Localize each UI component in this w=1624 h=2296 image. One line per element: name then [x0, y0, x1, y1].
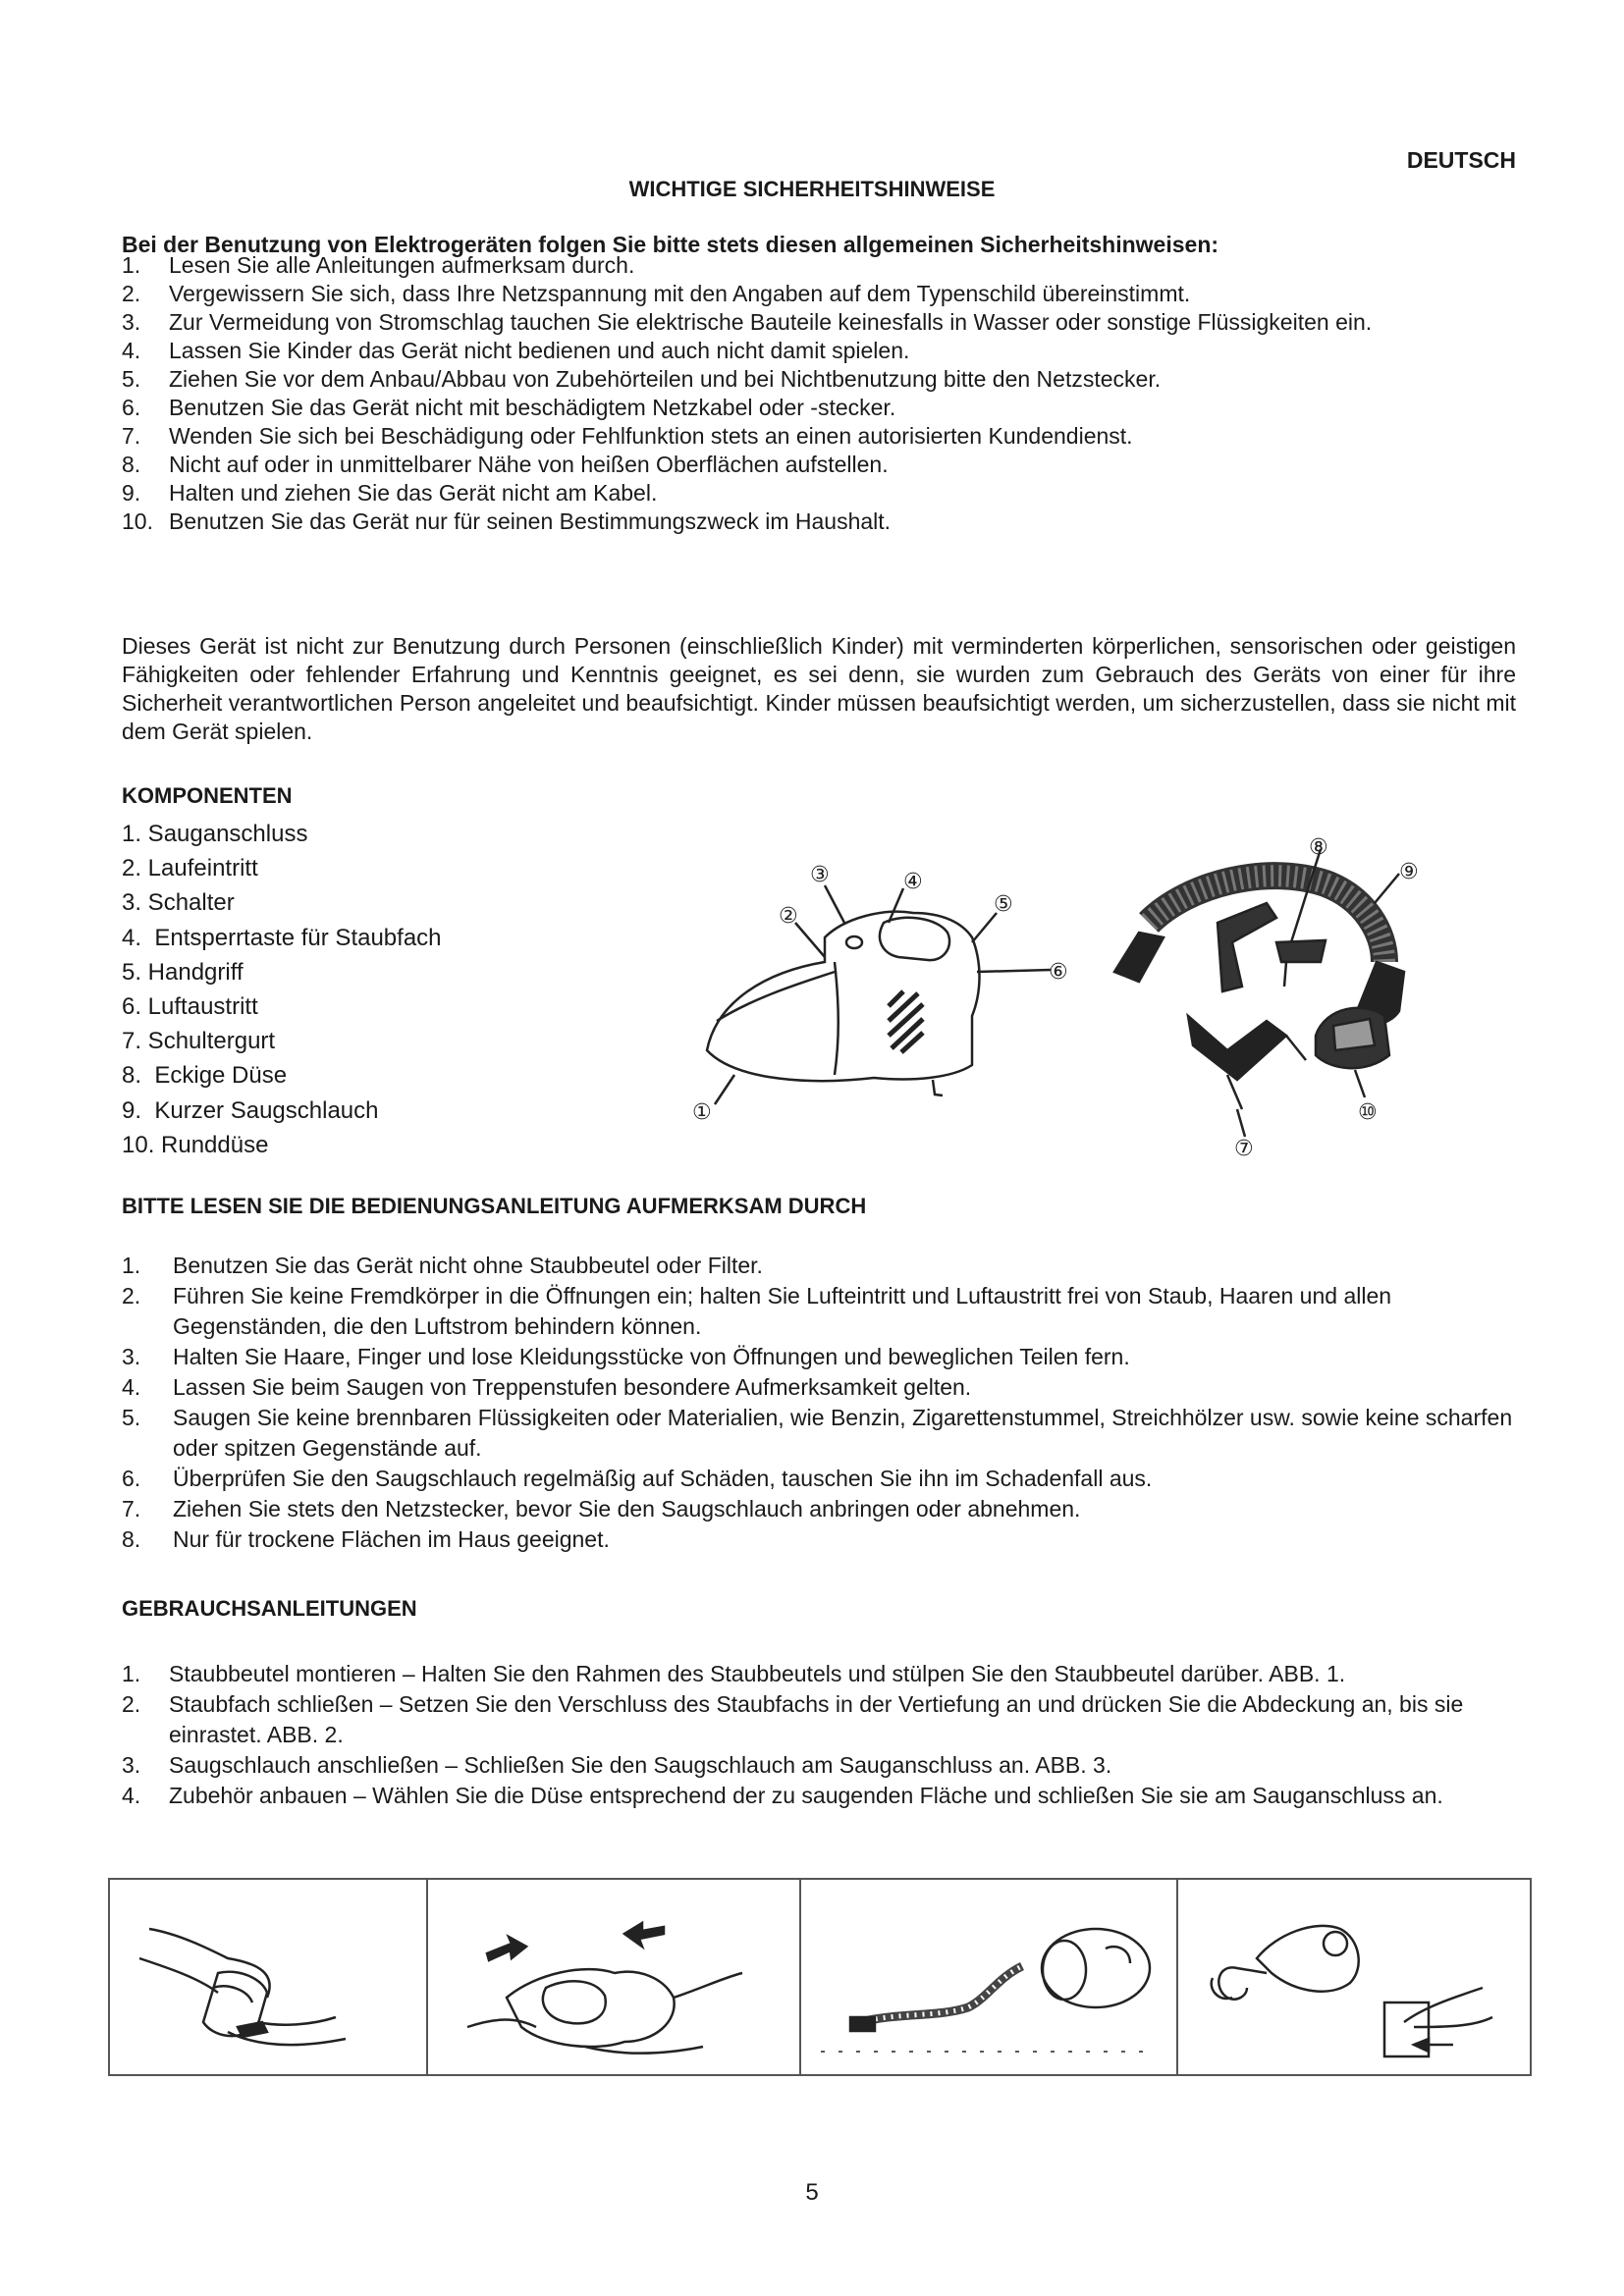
list-item: 2. Laufeintritt	[122, 855, 258, 882]
item-number: 10.	[122, 508, 153, 534]
item-number: 2.	[122, 281, 141, 306]
item-number: 8.	[122, 452, 141, 477]
item-number: 7.	[122, 1496, 141, 1522]
list-item	[122, 337, 1516, 365]
list-item: 7. Schultergurt	[122, 1028, 276, 1055]
item-number: 4.	[122, 1783, 141, 1808]
item-number: 3.	[122, 1752, 141, 1778]
item-number: 7.	[122, 423, 141, 449]
list-item	[122, 394, 1516, 422]
components-list	[122, 817, 442, 1162]
item-number: 8.	[122, 1526, 141, 1552]
item-number: 1.	[122, 1661, 141, 1686]
list-item	[122, 1372, 1516, 1403]
callout-4: ④	[903, 870, 923, 894]
instructions-list	[122, 1251, 1516, 1555]
figure-4-drawing	[1178, 1880, 1526, 2074]
list-item: 9. Kurzer Saugschlauch	[122, 1096, 379, 1124]
usage-heading: GEBRAUCHSANLEITUNGEN	[122, 1596, 417, 1621]
vacuum-handle	[880, 918, 949, 960]
supervision-paragraph: Dieses Gerät ist nicht zur Benutzung durch Personen (einschließlich Kinder) mit verminderten körperlichen, sensorischen oder geistigen Fähigkeiten oder fehlender Erfahrung und Kenntnis geeignet, es sei denn, sie wurden zum Gebrauch des Geräts von einer für ihre Sicherheit verantwortlichen Person angeleitet und beaufsichtigt. Kinder müssen beaufsichtigt werden, um sicherzustellen, dass sie nicht mit dem Gerät spielen.	[122, 633, 1516, 744]
list-item	[122, 1689, 1516, 1750]
list-item: 8. Eckige Düse	[122, 1062, 288, 1090]
vacuum-body-outline	[707, 912, 980, 1081]
vacuum-dust-bin	[835, 962, 839, 1075]
components-heading: KOMPONENTEN	[122, 783, 293, 808]
shoulder-strap	[1188, 1016, 1286, 1080]
callout-6: ⑥	[1049, 960, 1068, 985]
angled-nozzle	[1218, 903, 1276, 991]
item-text: Halten Sie Haare, Finger und lose Kleidungsstücke von Öffnungen und beweglichen Teilen fern.	[173, 1344, 1130, 1369]
item-text: Staubfach schließen – Setzen Sie den Verschluss des Staubfachs in der Vertiefung an und drücken Sie die Abdeckung an, bis sie einrastet. ABB. 2.	[169, 1691, 1464, 1747]
figure-strip	[108, 1878, 1532, 2076]
list-item	[122, 365, 1516, 394]
callout-3: ③	[810, 863, 830, 887]
item-number: 3.	[122, 1344, 141, 1369]
item-text: Wenden Sie sich bei Beschädigung oder Fehlfunktion stets an einen autorisierten Kundendienst.	[169, 423, 1133, 449]
item-number: 6.	[122, 1466, 141, 1491]
list-item	[122, 1281, 1516, 1342]
list-item	[122, 280, 1516, 308]
language-label: DEUTSCH	[1406, 147, 1516, 173]
item-text: Lassen Sie beim Saugen von Treppenstufen besondere Aufmerksamkeit gelten.	[173, 1374, 972, 1400]
item-text: Ziehen Sie stets den Netzstecker, bevor Sie den Saugschlauch anbringen oder abnehmen.	[173, 1496, 1081, 1522]
list-item	[122, 1659, 1516, 1689]
item-number: 4.	[122, 1374, 141, 1400]
list-item	[122, 479, 1516, 507]
item-number: 6.	[122, 395, 141, 420]
list-item	[122, 1750, 1516, 1781]
list-item	[122, 451, 1516, 479]
item-number: 5.	[122, 1405, 141, 1430]
callout-7: ⑦	[1234, 1137, 1254, 1161]
item-text: Benutzen Sie das Gerät nicht ohne Staubbeutel oder Filter.	[173, 1253, 763, 1278]
item-text: Nur für trockene Flächen im Haus geeignet.	[173, 1526, 610, 1552]
figure-1-drawing	[110, 1880, 424, 2074]
item-text: Saugen Sie keine brennbaren Flüssigkeiten oder Materialien, wie Benzin, Zigarettenstummel, Streichhölzer usw. sowie keine scharfen oder spitzen Gegenstände auf.	[173, 1405, 1513, 1461]
intro-text: Bei der Benutzung von Elektrogeräten folgen Sie bitte stets diesen allgemeinen Sicherheitshinweisen:	[122, 232, 1219, 257]
list-item: 10. Runddüse	[122, 1131, 269, 1158]
item-number: 3.	[122, 309, 141, 335]
item-text: Lassen Sie Kinder das Gerät nicht bedienen und auch nicht damit spielen.	[169, 338, 910, 363]
figure-4	[1178, 1880, 1530, 2074]
list-item: 4. Entsperrtaste für Staubfach	[122, 924, 442, 951]
page-title: WICHTIGE SICHERHEITSHINWEISE	[628, 177, 996, 201]
instructions-heading: BITTE LESEN SIE DIE BEDIENUNGSANLEITUNG AUFMERKSAM DURCH	[122, 1194, 867, 1218]
item-text: Zubehör anbauen – Wählen Sie die Düse entsprechend der zu saugenden Fläche und schließen Sie sie am Sauganschluss an.	[169, 1783, 1443, 1808]
item-text: Überprüfen Sie den Saugschlauch regelmäßig auf Schäden, tauschen Sie ihn im Schadenfall aus.	[173, 1466, 1153, 1491]
item-number: 5.	[122, 366, 141, 392]
item-number: 2.	[122, 1691, 141, 1717]
vacuum-vents	[889, 991, 923, 1052]
item-text: Staubbeutel montieren – Halten Sie den Rahmen des Staubbeutels und stülpen Sie den Staubbeutel darüber. ABB. 1.	[169, 1661, 1346, 1686]
callout-2: ②	[779, 904, 798, 929]
item-number: 9.	[122, 480, 141, 506]
list-item: 3. Schalter	[122, 889, 235, 917]
item-text: Ziehen Sie vor dem Anbau/Abbau von Zubehörteilen und bei Nichtbenutzung bitte den Netzstecker.	[169, 366, 1162, 392]
item-text: Benutzen Sie das Gerät nicht mit beschädigtem Netzkabel oder -stecker.	[169, 395, 896, 420]
list-item: 6. Luftaustritt	[122, 993, 258, 1021]
list-item	[122, 1494, 1516, 1524]
usage-list	[122, 1659, 1516, 1811]
item-text: Führen Sie keine Fremdkörper in die Öffnungen ein; halten Sie Lufteintritt und Luftaustritt frei von Staub, Haaren und allen Gegenständen, die den Luftstrom behindern können.	[173, 1283, 1392, 1339]
list-item	[122, 1342, 1516, 1372]
page-number: 5	[805, 2179, 819, 2206]
list-item	[122, 1464, 1516, 1494]
item-number: 1.	[122, 1253, 141, 1278]
list-item	[122, 1524, 1516, 1555]
list-item	[122, 422, 1516, 451]
figure-2-drawing	[428, 1880, 797, 2074]
figure-3	[801, 1880, 1178, 2074]
item-text: Benutzen Sie das Gerät nur für seinen Bestimmungszweck im Haushalt.	[169, 508, 892, 534]
item-number: 1.	[122, 252, 141, 278]
list-item	[122, 1251, 1516, 1281]
callout-1: ①	[692, 1100, 712, 1125]
item-text: Vergewissern Sie sich, dass Ihre Netzspannung mit den Angaben auf dem Typenschild übereinstimmt.	[169, 281, 1191, 306]
list-item: 1. Sauganschluss	[122, 821, 308, 847]
callout-8: ⑧	[1309, 835, 1328, 860]
list-item: 5. Handgriff	[122, 958, 244, 986]
item-text: Zur Vermeidung von Stromschlag tauchen Sie elektrische Bauteile keinesfalls in Wasser oder sonstige Flüssigkeiten ein.	[169, 309, 1373, 335]
item-number: 2.	[122, 1283, 141, 1308]
item-number: 4.	[122, 338, 141, 363]
item-text: Halten und ziehen Sie das Gerät nicht am Kabel.	[169, 480, 658, 506]
item-text: Nicht auf oder in unmittelbarer Nähe von heißen Oberflächen aufstellen.	[169, 452, 889, 477]
figure-1	[110, 1880, 428, 2074]
callout-10: ⑩	[1358, 1100, 1378, 1125]
list-item	[122, 1403, 1516, 1464]
item-text: Saugschlauch anschließen – Schließen Sie den Saugschlauch am Sauganschluss an. ABB. 3.	[169, 1752, 1112, 1778]
figure-3-drawing	[801, 1880, 1174, 2074]
list-item	[122, 1781, 1516, 1811]
list-item	[122, 251, 1516, 280]
components-illustration	[677, 825, 1443, 1168]
callout-9: ⑨	[1399, 860, 1419, 884]
callout-5: ⑤	[994, 892, 1013, 917]
figure-2	[428, 1880, 801, 2074]
item-text: Lesen Sie alle Anleitungen aufmerksam durch.	[169, 252, 635, 278]
safety-list	[122, 251, 1516, 536]
list-item	[122, 308, 1516, 337]
list-item	[122, 507, 1516, 536]
